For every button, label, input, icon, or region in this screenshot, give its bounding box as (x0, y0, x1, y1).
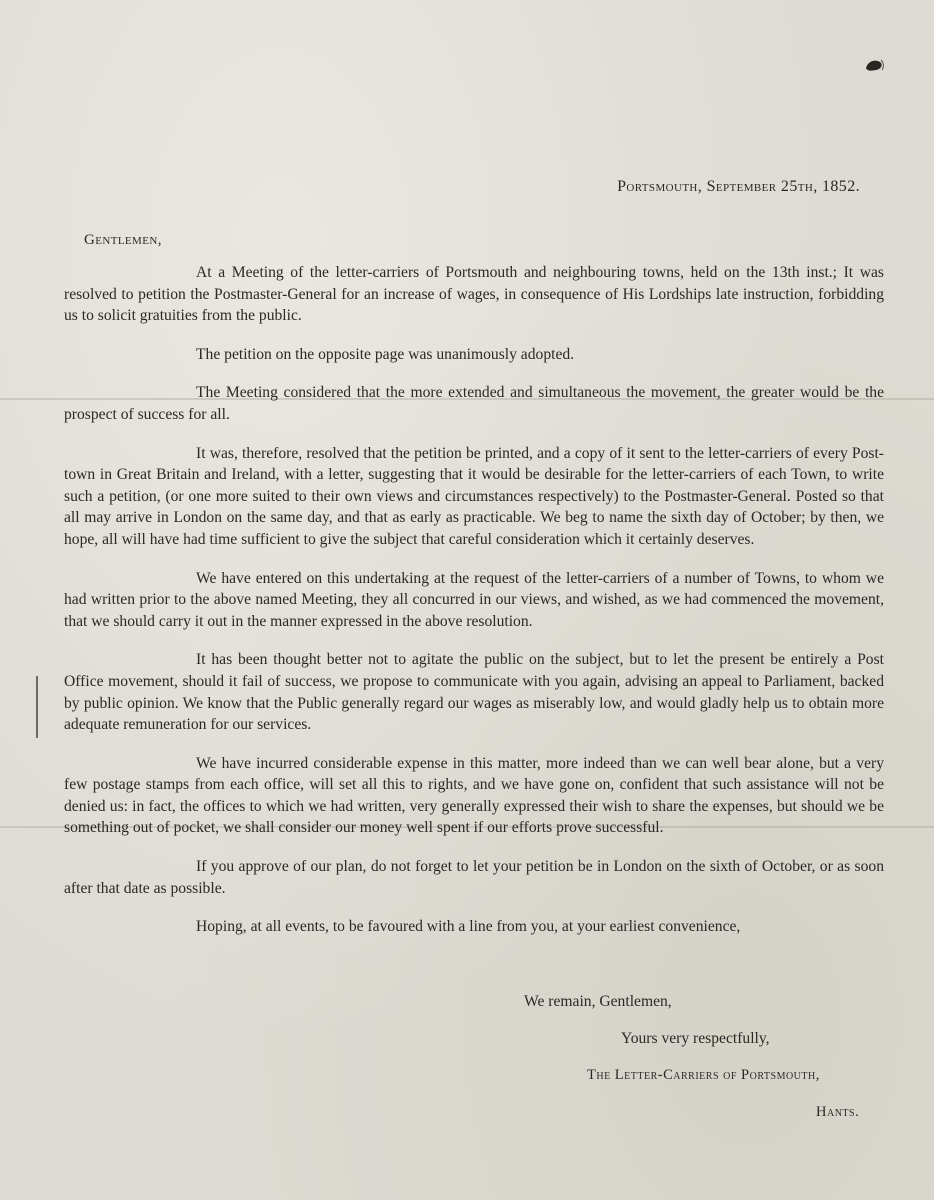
body-paragraph: Hoping, at all events, to be favoured with a line from you, at your earliest convenience, (196, 918, 741, 936)
body-paragraph: We have entered on this undertaking at the request of the letter-carriers of a number of Towns, to whom we had written prior to the above named Meeting, they all concurred in our views, and wished, as we had commenced the movement, that we should carry it out in the manner expressed in the above resolution. (64, 569, 884, 630)
body-paragraph: If you approve of our plan, do not forget to let your petition be in London on the sixth of October, or as soon after that date as possible. (64, 858, 884, 897)
letter-body (64, 262, 884, 955)
body-paragraph: At a Meeting of the letter-carriers of Portsmouth and neighbouring towns, held on the 13th inst.; It was resolved to petition the Postmaster-General for an increase of wages, in consequence of His Lordships late instruction, forbidding us to solicit gratuities from the public. (64, 264, 884, 325)
signature-line: The Letter-Carriers of Portsmouth, (587, 1067, 820, 1083)
closing-line: Yours very respectfully, (621, 1030, 770, 1047)
body-paragraph: It has been thought better not to agitate the public on the subject, but to let the present be entirely a Post Office movement, should it fail of success, we propose to communicate with you again, advising an appeal to Parliament, backed by public opinion. We know that the Public generally regard our wages as miserably low, and would gladly help us to obtain more adequate remuneration for our services. (64, 651, 884, 734)
county-line: Hants. (816, 1104, 860, 1120)
margin-bracket-mark (36, 676, 38, 738)
letter-dateline: Portsmouth, September 25th, 1852. (617, 178, 860, 195)
ink-blot-icon (863, 58, 885, 72)
letter-salutation: Gentlemen, (84, 232, 162, 248)
body-paragraph: The petition on the opposite page was unanimously adopted. (196, 345, 575, 363)
body-paragraph: It was, therefore, resolved that the petition be printed, and a copy of it sent to the letter-carriers of every Post-town in Great Britain and Ireland, with a letter, suggesting that it would be desirable for the letter-carriers of each Town, to write such a petition, (or one more suited to their own views and circumstances respectively) to the Postmaster-General. Posted so that all may arrive in London on the same day, and that as early as practicable. We beg to name the sixth day of October; by then, we hope, all will have had time sufficient to give the subject that careful consideration which it certainly deserves. (64, 444, 884, 548)
closing-line: We remain, Gentlemen, (524, 993, 672, 1010)
body-paragraph: We have incurred considerable expense in this matter, more indeed than we can well bear alone, but a very few postage stamps from each office, will set all this to rights, and we have gone on, confident that such assistance will not be denied us: in fact, the offices to which we had written, very generally expressed their wish to share the expenses, but should we be something out of pocket, we shall consider our money well spent if our efforts prove successful. (64, 754, 884, 837)
body-paragraph: The Meeting considered that the more extended and simultaneous the movement, the greater would be the prospect of success for all. (64, 384, 884, 423)
